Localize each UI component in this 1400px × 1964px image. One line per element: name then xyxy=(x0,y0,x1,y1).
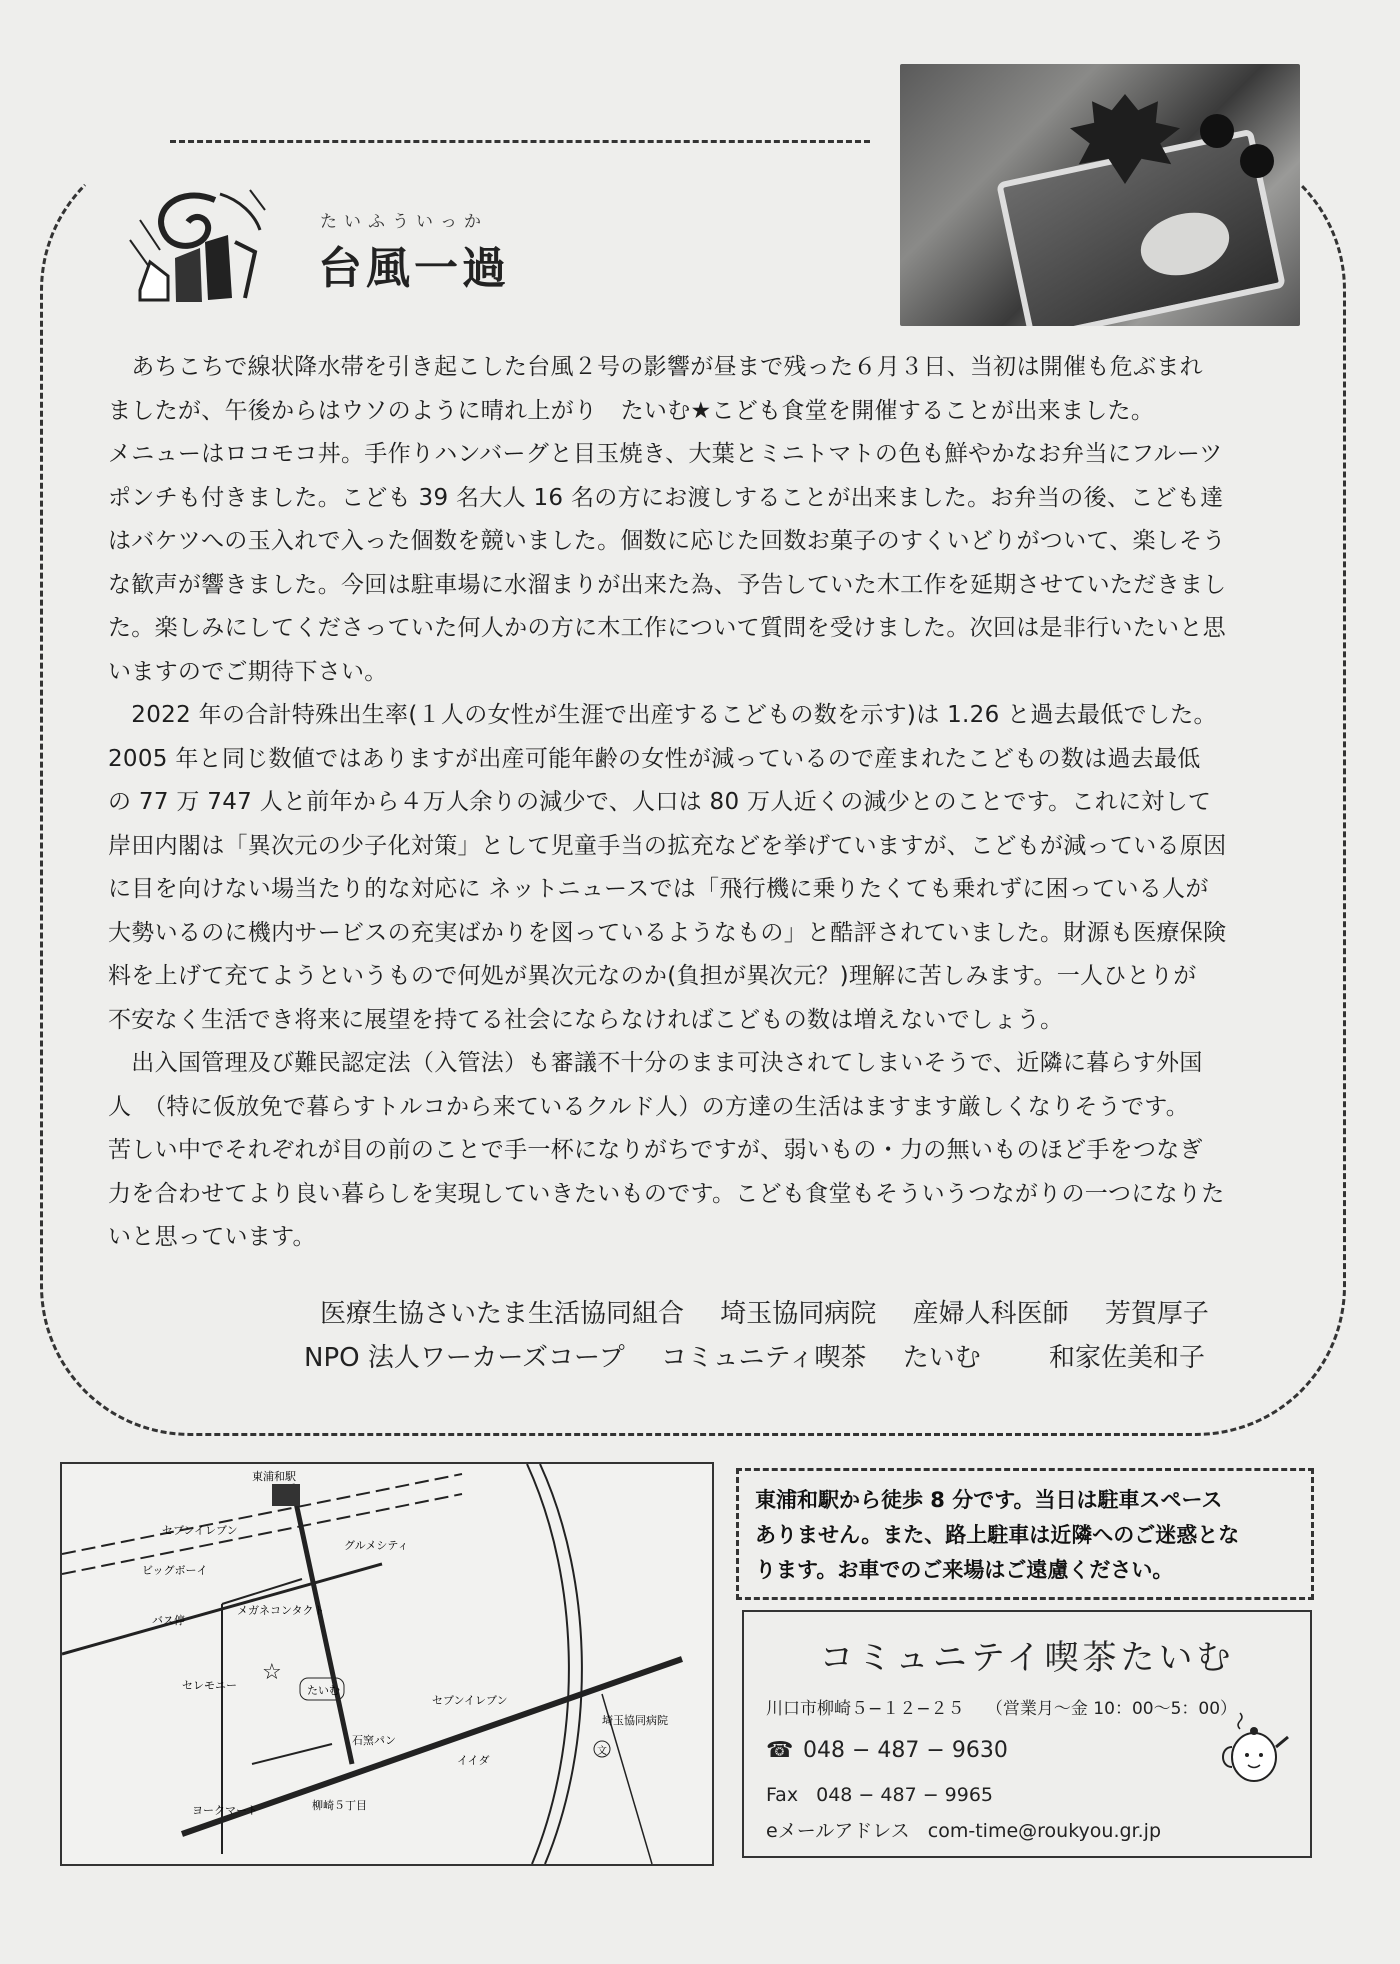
star-icon: ☆ xyxy=(262,1660,282,1685)
signature xyxy=(304,1292,1209,1380)
school-icon: 文 xyxy=(597,1746,607,1757)
shop-name: コミュニテイ喫茶たいむ xyxy=(819,1638,1235,1678)
org-name: NPO 法人ワーカーズコープ xyxy=(304,1343,625,1373)
body-line: た。楽しみにしてくださっていた何人かの方に木工作について質問を受けました。次回は是非行いたいと思 xyxy=(108,615,1226,641)
typhoon-swirl-icon xyxy=(120,180,270,310)
body-line: ましたが、午後からはウソのように晴れ上がり たいむ★こども食堂を開催することが出来ました。 xyxy=(108,397,1155,424)
map-label-seven2: セブンイレブン xyxy=(432,1694,508,1707)
map-label-bus: バス停 xyxy=(152,1614,185,1627)
map-drawing xyxy=(62,1464,712,1864)
map-label-ishigama: 石窯パン xyxy=(352,1734,396,1747)
parking-notice xyxy=(736,1468,1314,1600)
hospital-name: 埼玉協同病院 xyxy=(720,1299,877,1329)
map-label-station: 東浦和駅 xyxy=(252,1470,296,1483)
kettle-character-icon xyxy=(1220,1707,1290,1787)
access-map xyxy=(60,1462,714,1866)
article-body xyxy=(108,346,1308,1260)
shop-tel-row xyxy=(766,1733,1288,1769)
fax-label: Fax xyxy=(766,1784,799,1806)
shop-email[interactable]: com-time@roukyou.gr.jp xyxy=(927,1820,1162,1842)
shop-fax: 048 − 487 − 9965 xyxy=(816,1784,994,1806)
map-label-hospital: 埼玉協同病院 xyxy=(602,1714,668,1727)
map-label-seven: セブンイレブン xyxy=(162,1524,238,1537)
body-line: 2022 年の合計特殊出生率(１人の女性が生涯で出産するこどもの数を示す)は 1.26 と過去最低でした。 xyxy=(108,702,1217,728)
cafe-name: たいむ xyxy=(902,1343,981,1373)
phone-icon: ☎ xyxy=(766,1738,794,1763)
title-ruby: たいふういっか xyxy=(320,212,488,232)
body-line: な歓声が響きました。今回は駐車場に水溜まりが出来た為、予告していた木工作を延期させていただきまし xyxy=(108,571,1227,598)
email-label: eメールアドレス xyxy=(766,1820,910,1842)
body-line: 不安なく生活でき将来に展望を持てる社会にならなければこどもの数は増えないでしょう。 xyxy=(108,1006,1064,1033)
body-line: ポンチも付きました。こども 39 名大人 16 名の方にお渡しすることが出来ました。お弁当の後、こども達 xyxy=(108,484,1224,511)
body-line: あちこちで線状降水帯を引き起こした台風２号の影響が昼まで残った６月３日、当初は開催も危ぶまれ xyxy=(108,354,1203,380)
body-line: 苦しい中でそれぞれが目の前のことで手一杯になりがちですが、弱いもの・力の無いものほど手をつなぎ xyxy=(108,1137,1203,1163)
body-line: に目を向けない場当たり的な対応に ネットニュースでは「飛行機に乗りたくても乗れずに困っている人が xyxy=(108,876,1209,902)
body-line: の 77 万 747 人と前年から４万人余りの減少で、人口は 80 万人近くの減少とのことです。これに対して xyxy=(108,789,1212,815)
article-frame-top xyxy=(170,140,870,143)
body-line: 人 （特に仮放免で暮らすトルコから来ているクルド人）の方達の生活はますます厳しくなりそうです。 xyxy=(108,1093,1190,1120)
map-label-yanagisaki: 柳崎５丁目 xyxy=(312,1799,367,1812)
body-line: 岸田内閣は「異次元の少子化対策」として児童手当の拡充などを挙げていますが、こどもが減っている原因 xyxy=(108,832,1227,859)
body-line: 料を上げて充てようというもので何処が異次元なのか(負担が異次元？)理解に苦しみます。一人ひとりが xyxy=(108,963,1197,989)
cafe-label: コミュニティ喫茶 xyxy=(661,1343,867,1373)
body-line: 出入国管理及び難民認定法（入管法）も審議不十分のまま可決されてしまいそうで、近隣に暮らす外国 xyxy=(108,1050,1203,1076)
author-name: 和家佐美和子 xyxy=(1048,1343,1205,1373)
shop-tel: 048 − 487 − 9630 xyxy=(803,1738,1008,1763)
page-title: 台風一過 xyxy=(318,243,510,294)
org-name: 医療生協さいたま生活協同組合 xyxy=(320,1299,685,1329)
body-line: 力を合わせてより良い暮らしを実現していきたいものです。こども食堂もそういうつながりの一つになりた xyxy=(108,1180,1225,1207)
shop-address: 川口市柳崎５−１２−２５ xyxy=(766,1699,965,1719)
map-label-bigboy: ビッグボーイ xyxy=(142,1564,208,1577)
body-line: いますのでご期待下さい。 xyxy=(108,658,388,685)
body-line: いと思っています。 xyxy=(108,1224,316,1250)
shop-info xyxy=(742,1610,1312,1858)
body-line: 2005 年と同じ数値ではありますが出産可能年齢の女性が減っているので産まれたこどもの数は過去最低 xyxy=(108,745,1201,772)
role: 産婦人科医師 xyxy=(912,1299,1069,1329)
shop-fax-row xyxy=(766,1777,1288,1813)
notice-line: ります。お車でのご来場はご遠慮ください。 xyxy=(755,1558,1174,1582)
map-label-ceremony: セレモニー xyxy=(182,1679,237,1692)
notice-line: ありません。また、路上駐車は近隣へのご迷惑とな xyxy=(755,1523,1240,1547)
map-label-megane: メガネコンタクト xyxy=(237,1604,325,1617)
author-name: 芳賀厚子 xyxy=(1104,1299,1209,1329)
shop-email-row xyxy=(766,1813,1288,1849)
map-label-iida: イイダ xyxy=(457,1754,490,1767)
map-label-taimu: たいむ xyxy=(307,1684,340,1697)
body-line: はバケツへの玉入れで入った個数を競いました。個数に応じた回数お菓子のすくいどりがついて、楽しそう xyxy=(108,528,1226,554)
body-line: メニューはロコモコ丼。手作りハンバーグと目玉焼き、大葉とミニトマトの色も鮮やかなお弁当にフルーツ xyxy=(108,441,1223,467)
shop-hours: （営業月〜金 10：00〜5：00） xyxy=(985,1699,1238,1719)
map-label-gourmet: グルメシティ xyxy=(344,1539,409,1552)
signature-line-2 xyxy=(304,1336,1209,1380)
signature-line-1 xyxy=(320,1292,1209,1336)
map-label-yorkmart: ヨークマート xyxy=(192,1804,258,1817)
notice-line: 東浦和駅から徒歩 8 分です。当日は駐車スペース xyxy=(755,1488,1223,1512)
body-line: 大勢いるのに機内サービスの充実ばかりを図っているようなもの」と酷評されていました。財源も医療保険 xyxy=(108,919,1227,946)
shop-address-row xyxy=(766,1691,1288,1727)
